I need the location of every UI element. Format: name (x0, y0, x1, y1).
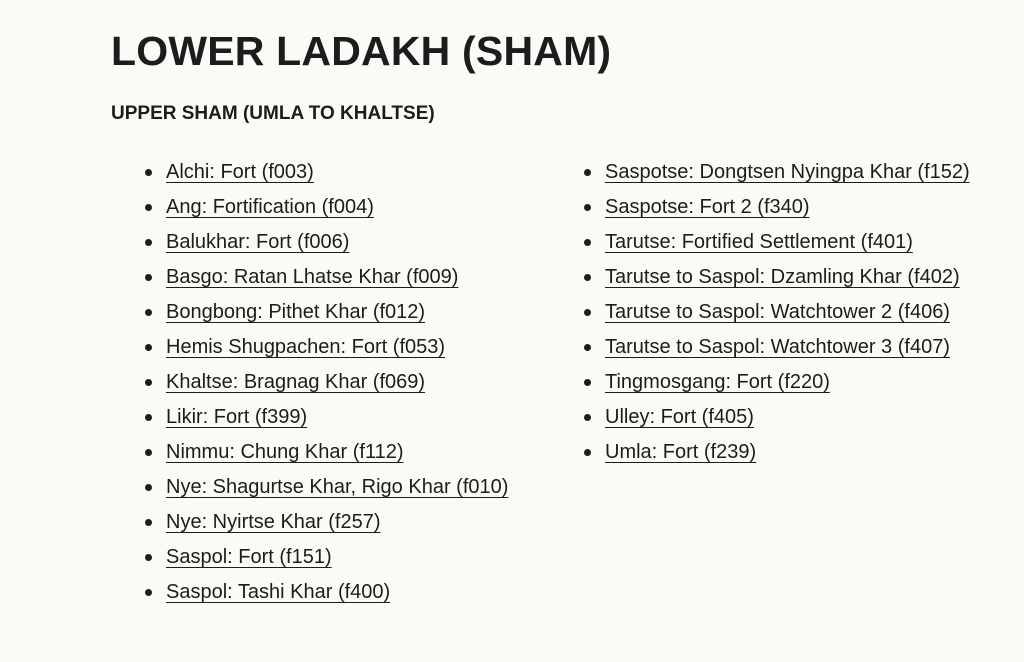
list-item (145, 400, 525, 435)
bullet-icon (145, 379, 152, 386)
list-item (584, 260, 974, 295)
section-subtitle: UPPER SHAM (UMLA TO KHALTSE) (111, 103, 435, 124)
list-item (145, 435, 525, 470)
bullet-icon (145, 484, 152, 491)
site-link[interactable]: Tingmosgang: Fort (f220) (605, 371, 830, 393)
list-item (584, 155, 974, 190)
bullet-icon (584, 239, 591, 246)
site-link[interactable]: Umla: Fort (f239) (605, 441, 757, 463)
bullet-icon (584, 379, 591, 386)
bullet-icon (145, 414, 152, 421)
site-link[interactable]: Saspotse: Dongtsen Nyingpa Khar (f152) (605, 161, 970, 183)
bullet-icon (145, 589, 152, 596)
site-link[interactable]: Hemis Shugpachen: Fort (f053) (166, 336, 446, 358)
site-link[interactable]: Ang: Fortification (f004) (166, 196, 374, 218)
list-item (145, 575, 525, 610)
bullet-icon (145, 274, 152, 281)
site-link[interactable]: Nye: Nyirtse Khar (f257) (166, 511, 381, 533)
site-link[interactable]: Saspol: Fort (f151) (166, 546, 332, 568)
bullet-icon (584, 449, 591, 456)
site-link[interactable]: Khaltse: Bragnag Khar (f069) (166, 371, 426, 393)
site-link[interactable]: Saspotse: Fort 2 (f340) (605, 196, 810, 218)
site-link[interactable]: Balukhar: Fort (f006) (166, 231, 350, 253)
bullet-icon (584, 309, 591, 316)
site-link[interactable]: Likir: Fort (f399) (166, 406, 308, 428)
site-link[interactable]: Nimmu: Chung Khar (f112) (166, 441, 404, 463)
bullet-icon (145, 554, 152, 561)
site-link[interactable]: Alchi: Fort (f003) (166, 161, 314, 183)
site-link[interactable]: Nye: Shagurtse Khar, Rigo Khar (f010) (166, 476, 509, 498)
bullet-icon (584, 204, 591, 211)
bullet-icon (584, 414, 591, 421)
site-link[interactable]: Bongbong: Pithet Khar (f012) (166, 301, 426, 323)
list-item (145, 365, 525, 400)
list-item (584, 365, 974, 400)
list-item (145, 330, 525, 365)
bullet-icon (145, 204, 152, 211)
page-title: LOWER LADAKH (SHAM) (111, 28, 612, 74)
list-item (145, 190, 525, 225)
bullet-icon (584, 344, 591, 351)
site-list-left (145, 155, 525, 610)
list-item (145, 505, 525, 540)
bullet-icon (145, 519, 152, 526)
list-item (145, 295, 525, 330)
bullet-icon (145, 169, 152, 176)
bullet-icon (584, 274, 591, 281)
bullet-icon (145, 239, 152, 246)
site-list-right (584, 155, 974, 470)
bullet-icon (145, 449, 152, 456)
list-item (584, 225, 974, 260)
list-item (145, 470, 525, 505)
list-item (584, 400, 974, 435)
bullet-icon (145, 344, 152, 351)
site-link[interactable]: Tarutse to Saspol: Watchtower 2 (f406) (605, 301, 950, 323)
bullet-icon (145, 309, 152, 316)
list-item (145, 155, 525, 190)
list-item (145, 540, 525, 575)
site-link[interactable]: Saspol: Tashi Khar (f400) (166, 581, 391, 603)
list-item (584, 435, 974, 470)
bullet-icon (584, 169, 591, 176)
site-link[interactable]: Basgo: Ratan Lhatse Khar (f009) (166, 266, 459, 288)
site-link[interactable]: Tarutse to Saspol: Watchtower 3 (f407) (605, 336, 950, 358)
list-item (584, 295, 974, 330)
list-item (584, 330, 974, 365)
list-item (145, 225, 525, 260)
site-link[interactable]: Tarutse to Saspol: Dzamling Khar (f402) (605, 266, 960, 288)
list-item (584, 190, 974, 225)
site-link[interactable]: Tarutse: Fortified Settlement (f401) (605, 231, 913, 253)
site-link[interactable]: Ulley: Fort (f405) (605, 406, 754, 428)
list-item (145, 260, 525, 295)
